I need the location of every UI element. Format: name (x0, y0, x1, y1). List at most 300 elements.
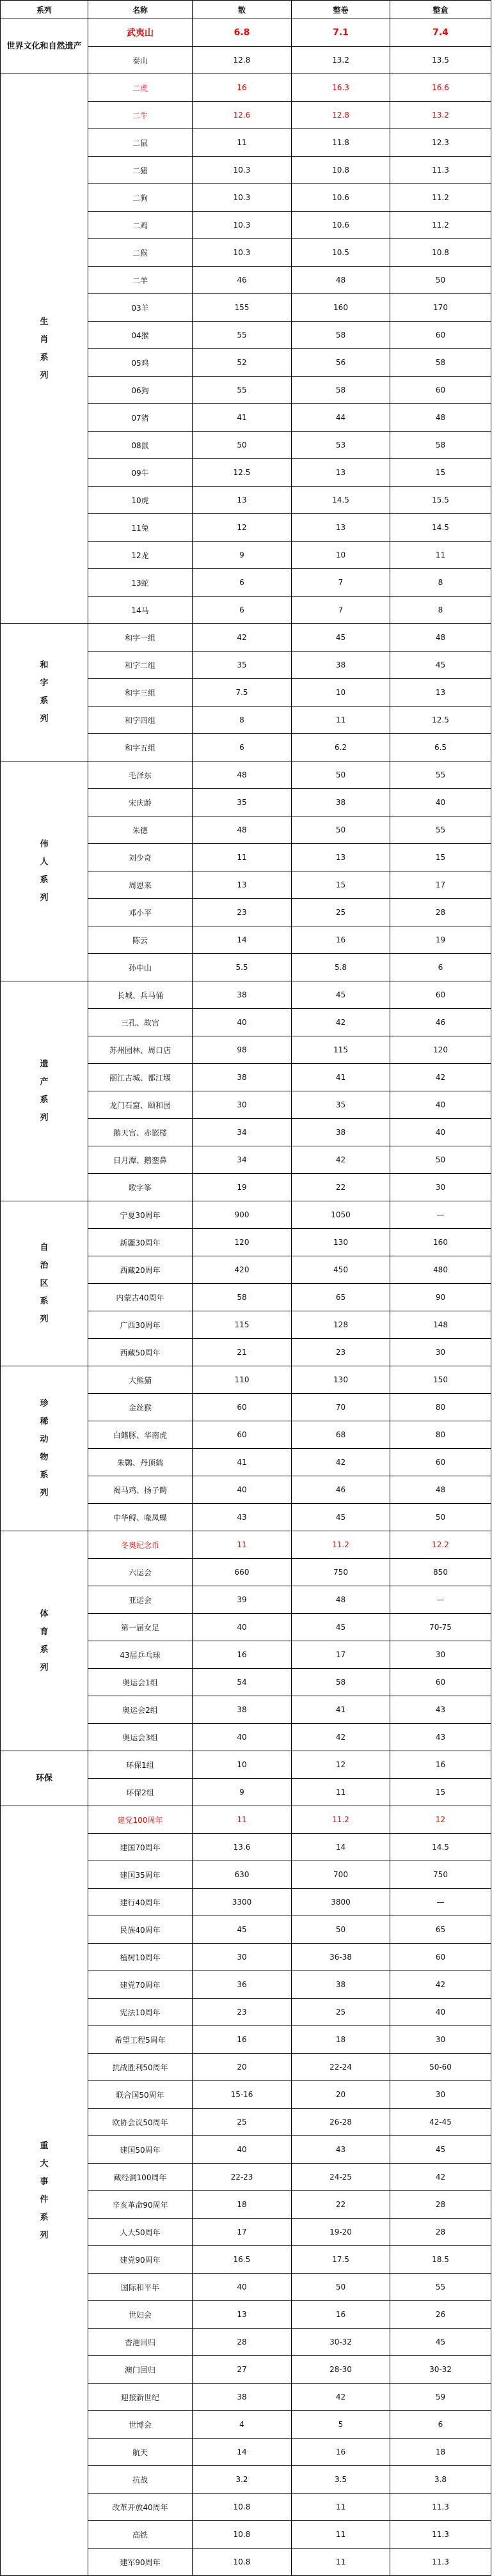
roll-price-cell: 45 (292, 624, 390, 652)
coin-name-cell: 和字二组 (88, 652, 193, 679)
coin-name-cell: 亚运会 (88, 1586, 193, 1614)
coin-name-cell: 西藏50周年 (88, 1339, 193, 1366)
coin-name-cell: 二鸡 (88, 212, 193, 239)
loose-price-cell: 39 (193, 1586, 292, 1614)
coin-name-cell: 孙中山 (88, 954, 193, 981)
box-price-cell: 15 (390, 844, 491, 871)
loose-price-cell: 12.6 (193, 102, 292, 129)
loose-price-cell: 3300 (193, 1889, 292, 1916)
coin-name-cell: 宁夏30周年 (88, 1201, 193, 1229)
table-body (1, 1, 491, 2576)
coin-name-cell: 04猴 (88, 322, 193, 349)
loose-price-cell: 11 (193, 1806, 292, 1834)
loose-price-cell: 6.8 (193, 19, 292, 47)
box-price-cell: 45 (390, 2136, 491, 2164)
coin-name-cell: 环保1组 (88, 1751, 193, 1779)
box-price-cell: 70-75 (390, 1614, 491, 1641)
box-price-cell: 12.5 (390, 706, 491, 734)
roll-price-cell: 13 (292, 514, 390, 542)
loose-price-cell: 11 (193, 844, 292, 871)
roll-price-cell: 450 (292, 1256, 390, 1284)
roll-price-cell: 36-38 (292, 1944, 390, 1971)
loose-price-cell: 23 (193, 899, 292, 926)
roll-price-cell: 42 (292, 1009, 390, 1036)
loose-price-cell: 13 (193, 2301, 292, 2329)
loose-price-cell: 40 (193, 1009, 292, 1036)
table-row (1, 1201, 491, 1229)
loose-price-cell: 14 (193, 926, 292, 954)
coin-name-cell: 中华鲟、喙凤蝶 (88, 1504, 193, 1531)
roll-price-cell: 22 (292, 1174, 390, 1201)
coin-name-cell: 和字四组 (88, 706, 193, 734)
loose-price-cell: 6 (193, 597, 292, 624)
box-price-cell: 45 (390, 652, 491, 679)
loose-price-cell: 8 (193, 706, 292, 734)
box-price-cell: 30 (390, 1641, 491, 1669)
roll-price-cell: 750 (292, 1559, 390, 1586)
roll-price-cell: 50 (292, 816, 390, 844)
roll-price-cell: 1050 (292, 1201, 390, 1229)
coin-name-cell: 奥运会1组 (88, 1669, 193, 1696)
roll-price-cell: 12 (292, 1751, 390, 1779)
coin-name-cell: 民族40周年 (88, 1916, 193, 1944)
roll-price-cell: 16 (292, 926, 390, 954)
coin-name-cell: 褐马鸡、扬子鳄 (88, 1476, 193, 1504)
coin-name-cell: 歌字筝 (88, 1174, 193, 1201)
box-price-cell: 160 (390, 1229, 491, 1256)
roll-price-cell: 700 (292, 1861, 390, 1889)
roll-price-cell: 14 (292, 1834, 390, 1861)
box-price-cell: 50 (390, 1146, 491, 1174)
coin-name-cell: 辛亥革命90周年 (88, 2191, 193, 2219)
coin-name-cell: 西藏20周年 (88, 1256, 193, 1284)
table-row (1, 1366, 491, 1394)
loose-price-cell: 10.8 (193, 2549, 292, 2576)
coin-name-cell: 二狗 (88, 184, 193, 212)
loose-price-cell: 38 (193, 2384, 292, 2411)
box-price-cell: 11.3 (390, 157, 491, 184)
roll-price-cell: 25 (292, 1999, 390, 2026)
loose-price-cell: 4 (193, 2411, 292, 2439)
loose-price-cell: 12 (193, 514, 292, 542)
roll-price-cell: 10 (292, 679, 390, 706)
loose-price-cell: 36 (193, 1971, 292, 1999)
roll-price-cell: 20 (292, 2081, 390, 2109)
coin-name-cell: 建军90周年 (88, 2549, 193, 2576)
loose-price-cell: 20 (193, 2054, 292, 2081)
header-row (1, 1, 491, 19)
coin-name-cell: 白鳍豚、华南虎 (88, 1421, 193, 1449)
roll-price-cell: 11 (292, 2521, 390, 2549)
roll-price-cell: 11.2 (292, 1806, 390, 1834)
coin-name-cell: 三孔、故宫 (88, 1009, 193, 1036)
loose-price-cell: 900 (193, 1201, 292, 1229)
series-label-text: 重大事件系列 (40, 2141, 49, 2240)
header-box: 整盒 (390, 1, 491, 19)
loose-price-cell: 420 (193, 1256, 292, 1284)
loose-price-cell: 10.3 (193, 239, 292, 267)
series-label-text: 世界文化和自然遗产 (6, 41, 82, 51)
roll-price-cell: 7 (292, 597, 390, 624)
loose-price-cell: 38 (193, 1064, 292, 1091)
loose-price-cell: 12.8 (193, 47, 292, 74)
loose-price-cell: 18 (193, 2191, 292, 2219)
coin-name-cell: 香港回归 (88, 2329, 193, 2356)
coin-name-cell: 联合国50周年 (88, 2081, 193, 2109)
roll-price-cell: 130 (292, 1366, 390, 1394)
coin-name-cell: 09牛 (88, 459, 193, 487)
box-price-cell: 28 (390, 899, 491, 926)
roll-price-cell: 17.5 (292, 2246, 390, 2274)
loose-price-cell: 50 (193, 432, 292, 459)
coin-name-cell: 宋庆龄 (88, 789, 193, 816)
loose-price-cell: 10.8 (193, 2494, 292, 2521)
roll-price-cell: 11 (292, 2549, 390, 2576)
box-price-cell: 13.5 (390, 47, 491, 74)
roll-price-cell: 5.8 (292, 954, 390, 981)
table-row (1, 981, 491, 1009)
loose-price-cell: 9 (193, 1779, 292, 1806)
coin-name-cell: 迎接新世纪 (88, 2384, 193, 2411)
loose-price-cell: 10.3 (193, 157, 292, 184)
loose-price-cell: 13.6 (193, 1834, 292, 1861)
loose-price-cell: 58 (193, 1284, 292, 1311)
coin-name-cell: 12龙 (88, 542, 193, 569)
box-price-cell: 40 (390, 1999, 491, 2026)
box-price-cell: 55 (390, 816, 491, 844)
loose-price-cell: 40 (193, 2136, 292, 2164)
loose-price-cell: 16 (193, 2026, 292, 2054)
roll-price-cell: 48 (292, 267, 390, 294)
loose-price-cell: 16 (193, 1641, 292, 1669)
series-label (1, 761, 88, 981)
box-price-cell: 14.5 (390, 1834, 491, 1861)
loose-price-cell: 16.5 (193, 2246, 292, 2274)
loose-price-cell: 41 (193, 1449, 292, 1476)
loose-price-cell: 35 (193, 652, 292, 679)
loose-price-cell: 25 (193, 2109, 292, 2136)
coin-name-cell: 奥运会3组 (88, 1724, 193, 1751)
box-price-cell: 28 (390, 2219, 491, 2246)
box-price-cell: 60 (390, 377, 491, 404)
series-label (1, 1366, 88, 1531)
coin-name-cell: 05鸡 (88, 349, 193, 377)
loose-price-cell: 98 (193, 1036, 292, 1064)
roll-price-cell: 53 (292, 432, 390, 459)
series-label (1, 74, 88, 624)
box-price-cell: 48 (390, 624, 491, 652)
coin-name-cell: 航天 (88, 2439, 193, 2466)
roll-price-cell: 42 (292, 1146, 390, 1174)
loose-price-cell: 45 (193, 1916, 292, 1944)
box-price-cell: 12.2 (390, 1531, 491, 1559)
box-price-cell: 42-45 (390, 2109, 491, 2136)
coin-name-cell: 六运会 (88, 1559, 193, 1586)
box-price-cell: 42 (390, 1064, 491, 1091)
roll-price-cell: 26-28 (292, 2109, 390, 2136)
coin-name-cell: 第一届女足 (88, 1614, 193, 1641)
roll-price-cell: 38 (292, 1119, 390, 1146)
roll-price-cell: 30-32 (292, 2329, 390, 2356)
box-price-cell: 42 (390, 1971, 491, 1999)
box-price-cell: 60 (390, 981, 491, 1009)
box-price-cell: 80 (390, 1394, 491, 1421)
roll-price-cell: 38 (292, 652, 390, 679)
roll-price-cell: 3.5 (292, 2466, 390, 2494)
header-roll: 整卷 (292, 1, 390, 19)
coin-name-cell: 丽江古城、都江堰 (88, 1064, 193, 1091)
box-price-cell: 750 (390, 1861, 491, 1889)
roll-price-cell: 6.2 (292, 734, 390, 761)
roll-price-cell: 70 (292, 1394, 390, 1421)
box-price-cell: 55 (390, 2274, 491, 2301)
roll-price-cell: 44 (292, 404, 390, 432)
coin-name-cell: 澳门回归 (88, 2356, 193, 2384)
loose-price-cell: 155 (193, 294, 292, 322)
loose-price-cell: 35 (193, 789, 292, 816)
series-label-text: 珍稀动物系列 (40, 1398, 49, 1498)
box-price-cell: 65 (390, 1916, 491, 1944)
coin-name-cell: 大熊猫 (88, 1366, 193, 1394)
coin-name-cell: 二猪 (88, 157, 193, 184)
roll-price-cell: 65 (292, 1284, 390, 1311)
roll-price-cell: 24-25 (292, 2164, 390, 2191)
box-price-cell: 50-60 (390, 2054, 491, 2081)
loose-price-cell: 16 (193, 74, 292, 102)
header-name: 名称 (88, 1, 193, 19)
roll-price-cell: 58 (292, 377, 390, 404)
loose-price-cell: 34 (193, 1146, 292, 1174)
roll-price-cell: 45 (292, 981, 390, 1009)
roll-price-cell: 13.2 (292, 47, 390, 74)
box-price-cell: 45 (390, 2329, 491, 2356)
coin-name-cell: 朱鹮、丹顶鹤 (88, 1449, 193, 1476)
box-price-cell: 170 (390, 294, 491, 322)
coin-name-cell: 二牛 (88, 102, 193, 129)
coin-name-cell: 冬奥纪念币 (88, 1531, 193, 1559)
loose-price-cell: 120 (193, 1229, 292, 1256)
roll-price-cell: 23 (292, 1339, 390, 1366)
coin-name-cell: 希望工程5周年 (88, 2026, 193, 2054)
coin-name-cell: 抗战胜利50周年 (88, 2054, 193, 2081)
box-price-cell: 11.3 (390, 2494, 491, 2521)
coin-name-cell: 世妇会 (88, 2301, 193, 2329)
roll-price-cell: 10.6 (292, 212, 390, 239)
roll-price-cell: 46 (292, 1476, 390, 1504)
roll-price-cell: 43 (292, 2136, 390, 2164)
roll-price-cell: 14.5 (292, 487, 390, 514)
table-row (1, 19, 491, 47)
roll-price-cell: 41 (292, 1064, 390, 1091)
box-price-cell: 48 (390, 1476, 491, 1504)
coin-name-cell: 朱德 (88, 816, 193, 844)
box-price-cell: 30 (390, 1339, 491, 1366)
loose-price-cell: 3.2 (193, 2466, 292, 2494)
roll-price-cell: 58 (292, 1669, 390, 1696)
roll-price-cell: 42 (292, 1449, 390, 1476)
loose-price-cell: 38 (193, 1696, 292, 1724)
box-price-cell: — (390, 1889, 491, 1916)
loose-price-cell: 54 (193, 1669, 292, 1696)
coin-name-cell: 和字三组 (88, 679, 193, 706)
box-price-cell: 480 (390, 1256, 491, 1284)
loose-price-cell: 60 (193, 1421, 292, 1449)
loose-price-cell: 110 (193, 1366, 292, 1394)
coin-name-cell: 武夷山 (88, 19, 193, 47)
loose-price-cell: 40 (193, 2274, 292, 2301)
loose-price-cell: 43 (193, 1504, 292, 1531)
coin-name-cell: 建行40周年 (88, 1889, 193, 1916)
coin-name-cell: 二羊 (88, 267, 193, 294)
coin-name-cell: 改革开放40周年 (88, 2494, 193, 2521)
box-price-cell: 30-32 (390, 2356, 491, 2384)
coin-name-cell: 植树10周年 (88, 1944, 193, 1971)
coin-name-cell: 刘少奇 (88, 844, 193, 871)
coin-name-cell: 邓小平 (88, 899, 193, 926)
roll-price-cell: 45 (292, 1614, 390, 1641)
roll-price-cell: 17 (292, 1641, 390, 1669)
roll-price-cell: 68 (292, 1421, 390, 1449)
roll-price-cell: 115 (292, 1036, 390, 1064)
box-price-cell: 46 (390, 1009, 491, 1036)
box-price-cell: 58 (390, 349, 491, 377)
table-row (1, 761, 491, 789)
loose-price-cell: 22-23 (193, 2164, 292, 2191)
coin-name-cell: 藏经洞100周年 (88, 2164, 193, 2191)
box-price-cell: 18.5 (390, 2246, 491, 2274)
loose-price-cell: 23 (193, 1999, 292, 2026)
box-price-cell: 48 (390, 404, 491, 432)
roll-price-cell: 48 (292, 1586, 390, 1614)
table-row (1, 1806, 491, 1834)
coin-name-cell: 周恩来 (88, 871, 193, 899)
roll-price-cell: 11 (292, 1779, 390, 1806)
box-price-cell: — (390, 1201, 491, 1229)
box-price-cell: 11 (390, 542, 491, 569)
coin-name-cell: 二鼠 (88, 129, 193, 157)
series-label-text: 遗产系列 (40, 1059, 49, 1123)
coin-name-cell: 新疆30周年 (88, 1229, 193, 1256)
coin-name-cell: 宪法10周年 (88, 1999, 193, 2026)
loose-price-cell: 28 (193, 2329, 292, 2356)
table-row (1, 74, 491, 102)
box-price-cell: 50 (390, 1504, 491, 1531)
loose-price-cell: 48 (193, 816, 292, 844)
loose-price-cell: 30 (193, 1944, 292, 1971)
box-price-cell: 12.3 (390, 129, 491, 157)
box-price-cell: 43 (390, 1724, 491, 1751)
series-label (1, 1201, 88, 1366)
roll-price-cell: 22-24 (292, 2054, 390, 2081)
box-price-cell: 80 (390, 1421, 491, 1449)
box-price-cell: 19 (390, 926, 491, 954)
roll-price-cell: 11 (292, 706, 390, 734)
loose-price-cell: 13 (193, 871, 292, 899)
series-label-text: 和字系列 (40, 660, 49, 724)
box-price-cell: 14.5 (390, 514, 491, 542)
box-price-cell: 7.4 (390, 19, 491, 47)
roll-price-cell: 25 (292, 899, 390, 926)
loose-price-cell: 13 (193, 487, 292, 514)
roll-price-cell: 38 (292, 1971, 390, 1999)
box-price-cell: 3.8 (390, 2466, 491, 2494)
box-price-cell: 11.3 (390, 2549, 491, 2576)
roll-price-cell: 16 (292, 2439, 390, 2466)
coin-name-cell: 内蒙古40周年 (88, 1284, 193, 1311)
roll-price-cell: 130 (292, 1229, 390, 1256)
loose-price-cell: 10.8 (193, 2521, 292, 2549)
roll-price-cell: 35 (292, 1091, 390, 1119)
loose-price-cell: 52 (193, 349, 292, 377)
roll-price-cell: 11.2 (292, 1531, 390, 1559)
series-label-text: 体育系列 (40, 1609, 49, 1673)
box-price-cell: 30 (390, 2081, 491, 2109)
roll-price-cell: 3800 (292, 1889, 390, 1916)
roll-price-cell: 42 (292, 1724, 390, 1751)
loose-price-cell: 46 (193, 267, 292, 294)
roll-price-cell: 7.1 (292, 19, 390, 47)
coin-name-cell: 11兔 (88, 514, 193, 542)
loose-price-cell: 27 (193, 2356, 292, 2384)
loose-price-cell: 5.5 (193, 954, 292, 981)
coin-name-cell: 人大50周年 (88, 2219, 193, 2246)
table-row (1, 624, 491, 652)
loose-price-cell: 40 (193, 1724, 292, 1751)
series-label-text: 环保 (35, 1773, 52, 1783)
series-label (1, 624, 88, 761)
roll-price-cell: 45 (292, 1504, 390, 1531)
header-series: 系列 (1, 1, 88, 19)
box-price-cell: 50 (390, 267, 491, 294)
roll-price-cell: 41 (292, 1696, 390, 1724)
roll-price-cell: 128 (292, 1311, 390, 1339)
loose-price-cell: 55 (193, 377, 292, 404)
box-price-cell: 15 (390, 1779, 491, 1806)
loose-price-cell: 660 (193, 1559, 292, 1586)
coin-name-cell: 建党100周年 (88, 1806, 193, 1834)
coin-name-cell: 建党90周年 (88, 2246, 193, 2274)
loose-price-cell: 19 (193, 1174, 292, 1201)
coin-name-cell: 欧协会议50周年 (88, 2109, 193, 2136)
box-price-cell: 28 (390, 2191, 491, 2219)
coin-name-cell: 世博会 (88, 2411, 193, 2439)
series-label (1, 19, 88, 74)
loose-price-cell: 21 (193, 1339, 292, 1366)
coin-name-cell: 广西30周年 (88, 1311, 193, 1339)
loose-price-cell: 14 (193, 2439, 292, 2466)
box-price-cell: 40 (390, 1091, 491, 1119)
loose-price-cell: 40 (193, 1614, 292, 1641)
box-price-cell: 60 (390, 1449, 491, 1476)
loose-price-cell: 40 (193, 1476, 292, 1504)
roll-price-cell: 50 (292, 761, 390, 789)
box-price-cell: 6 (390, 954, 491, 981)
loose-price-cell: 41 (193, 404, 292, 432)
roll-price-cell: 160 (292, 294, 390, 322)
box-price-cell: 58 (390, 432, 491, 459)
box-price-cell: 6 (390, 2411, 491, 2439)
coin-name-cell: 08鼠 (88, 432, 193, 459)
loose-price-cell: 15-16 (193, 2081, 292, 2109)
coin-name-cell: 10虎 (88, 487, 193, 514)
roll-price-cell: 15 (292, 871, 390, 899)
box-price-cell: 150 (390, 1366, 491, 1394)
coin-name-cell: 泰山 (88, 47, 193, 74)
box-price-cell: 30 (390, 2026, 491, 2054)
box-price-cell: 15.5 (390, 487, 491, 514)
roll-price-cell: 18 (292, 2026, 390, 2054)
loose-price-cell: 7.5 (193, 679, 292, 706)
